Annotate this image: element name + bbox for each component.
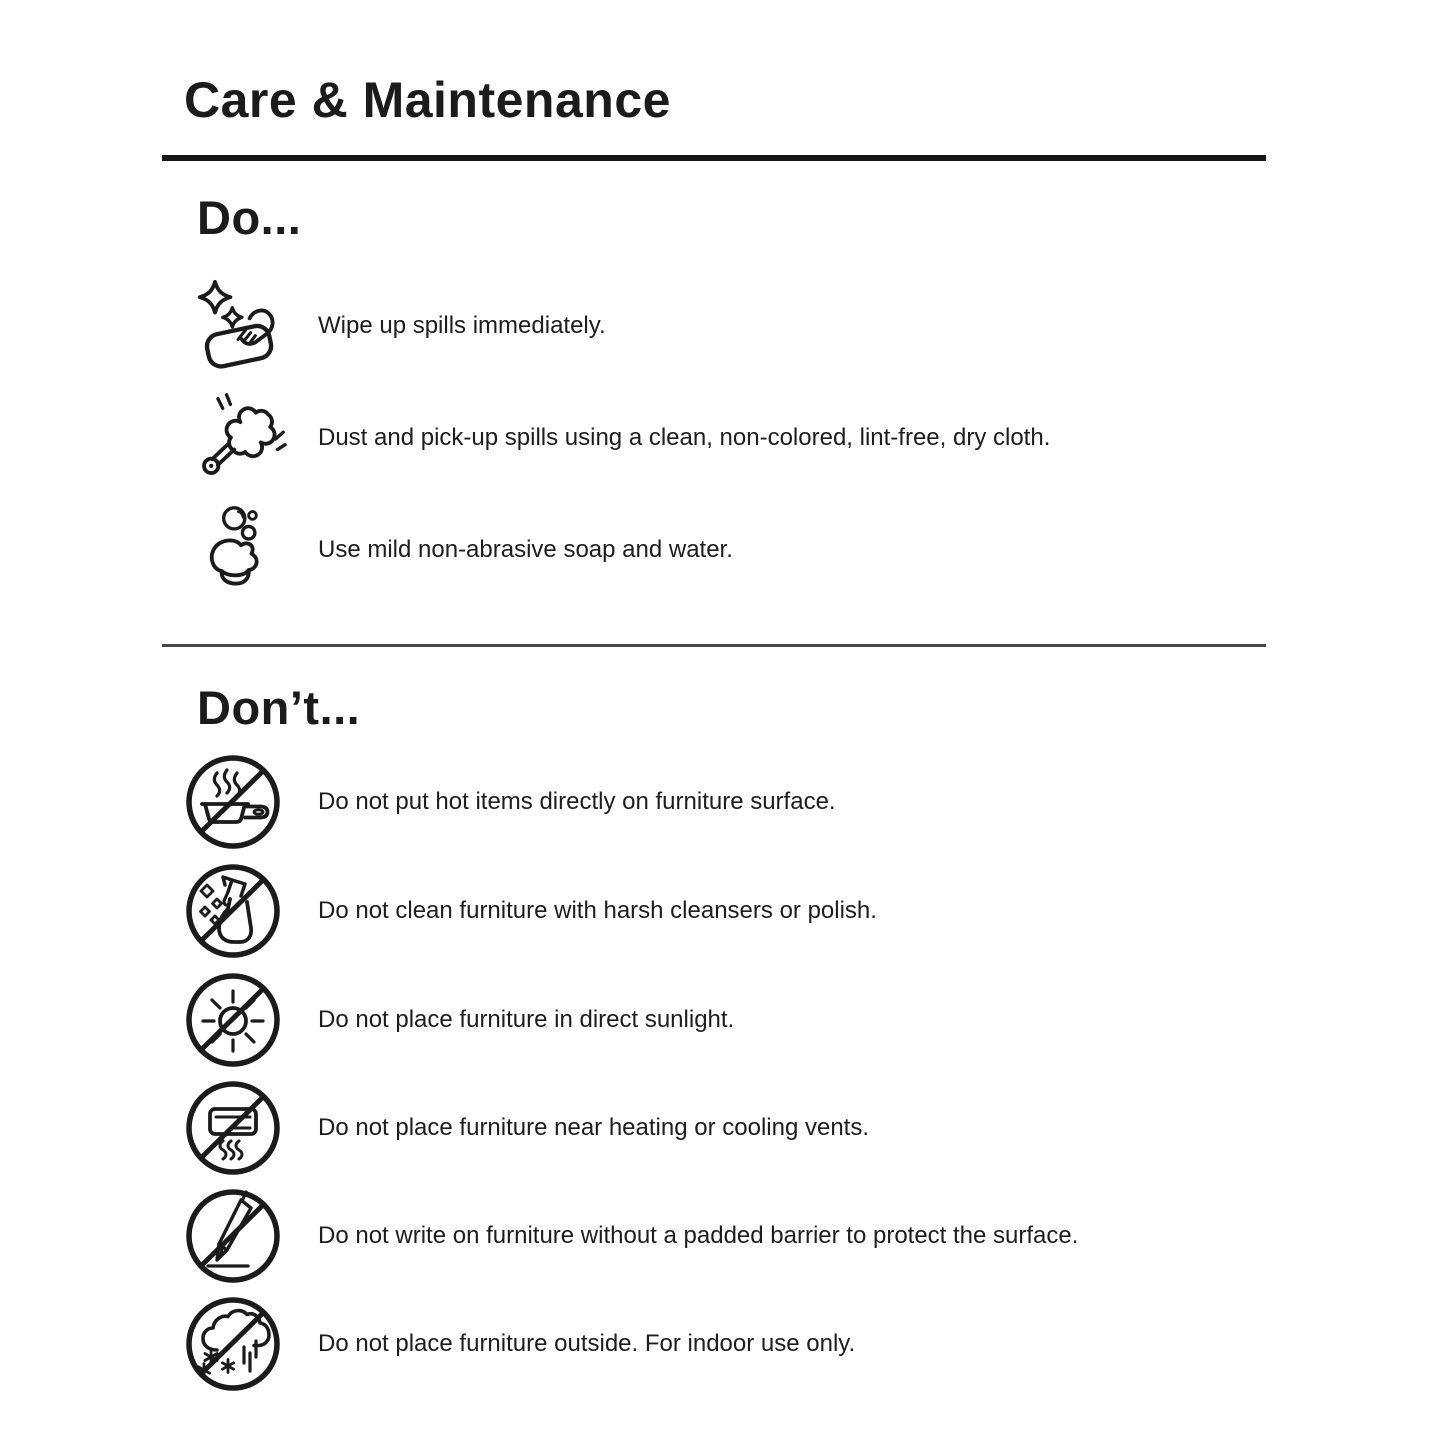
- item-text: Do not put hot items directly on furniture surface.: [318, 788, 836, 815]
- list-item: [183, 970, 734, 1070]
- list-item: [183, 1186, 1078, 1286]
- list-item: [190, 500, 733, 600]
- list-item: [190, 276, 606, 376]
- no-hot-items-icon: [183, 752, 283, 852]
- section-divider: [162, 644, 1266, 647]
- title-divider: [162, 155, 1266, 161]
- list-item: [183, 752, 836, 852]
- item-text: Do not write on furniture without a padded barrier to protect the surface.: [318, 1222, 1079, 1249]
- page-title: Care & Maintenance: [184, 72, 671, 128]
- no-harsh-cleansers-icon: [183, 861, 283, 961]
- item-text: Wipe up spills immediately.: [318, 312, 606, 339]
- list-item: [183, 1078, 869, 1178]
- soap-icon: [192, 502, 288, 598]
- item-text: Do not place furniture near heating or cooling vents.: [318, 1114, 870, 1141]
- item-text: Use mild non-abrasive soap and water.: [318, 536, 733, 563]
- wipe-spills-icon: [192, 278, 288, 374]
- item-text: Do not place furniture outside. For indoor use only.: [318, 1330, 856, 1357]
- dont-section-heading: Don’t...: [197, 681, 361, 734]
- item-text: Do not clean furniture with harsh cleansers or polish.: [318, 897, 877, 924]
- list-item: [190, 388, 1050, 488]
- no-heating-vents-icon: [183, 1078, 283, 1178]
- no-outdoor-use-icon: [183, 1294, 283, 1394]
- do-section-heading: Do...: [197, 191, 302, 244]
- no-writing-icon: [183, 1186, 283, 1286]
- item-text: Do not place furniture in direct sunlight.: [318, 1006, 735, 1033]
- duster-icon: [192, 390, 288, 486]
- list-item: [183, 861, 877, 961]
- no-direct-sunlight-icon: [183, 970, 283, 1070]
- list-item: [183, 1294, 855, 1394]
- item-text: Dust and pick-up spills using a clean, non-colored, lint-free, dry cloth.: [318, 424, 1051, 451]
